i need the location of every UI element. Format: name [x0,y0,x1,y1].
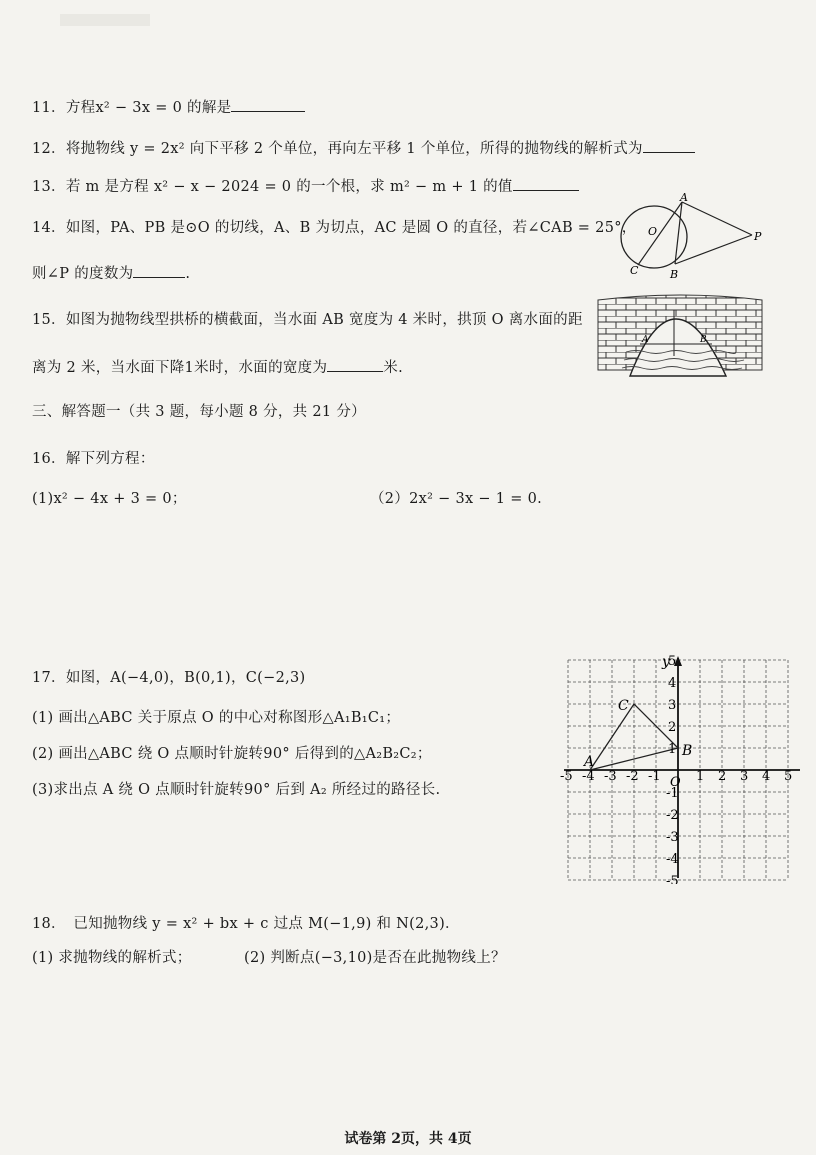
question-17-part-2: (2) 画出△ABC 绕 O 点顺时针旋转90° 后得到的△A₂B₂C₂； [32,746,432,762]
question-12 [32,137,695,158]
arch-bridge-figure [596,292,766,384]
question-18-part-1: (1) 求抛物线的解析式； [32,950,192,966]
y-tick-label: -1 [666,786,679,801]
circle-tangent-figure [612,192,772,282]
y-tick-label: 2 [668,720,677,735]
y-tick-label: 5 [668,654,677,669]
label-b: B [670,268,679,281]
answer-blank [643,138,695,153]
question-14-text-b: 则∠P 的度数为 [32,266,134,282]
question-17-title: 17．如图，A(−4,0)，B(0,1)，C(−2,3) [32,670,306,686]
coordinate-grid-figure [560,652,806,884]
answer-blank [327,357,383,372]
question-11 [32,96,305,117]
question-14-end: . [185,266,191,282]
question-11-text: 11．方程x² − 3x = 0 的解是 [32,100,232,116]
answer-blank [133,263,185,278]
question-15-line-1 [32,308,583,329]
label-p: P [754,230,762,243]
label-a: A [642,335,649,345]
question-15-text-b: 离为 2 米，当水面下降1米时，水面的宽度为 [32,360,328,376]
tangent-pa [682,202,752,235]
y-tick-label: 3 [668,698,677,713]
y-tick-label: 1 [668,742,677,757]
point-label-a: A [584,754,595,770]
question-14-line-2 [32,262,190,283]
label-a: A [680,192,688,204]
question-14-text: 14．如图，PA、PB 是⊙O 的切线，A、B 为切点，AC 是圆 O 的直径，若∠CAB = 25°， [32,220,637,236]
question-17-part-3: (3)求出点 A 绕 O 点顺时针旋转90° 后到 A₂ 所经过的路径长. [32,782,441,798]
x-tick-label: 4 [762,769,771,784]
x-tick-label: 5 [784,769,793,784]
question-15-text: 15．如图为抛物线型拱桥的横截面，当水面 AB 宽度为 4 米时，拱顶 O 离水面的距 [32,312,583,328]
x-tick-label: -5 [560,769,573,784]
y-tick-label: -5 [666,874,679,884]
point-label-c: C [618,698,629,714]
y-tick-label: -2 [666,808,679,823]
question-16-part-2: （2）2x² − 3x − 1 = 0. [370,491,543,507]
scan-artifact [60,14,150,26]
question-17-part-1: (1) 画出△ABC 关于原点 O 的中心对称图形△A₁B₁C₁； [32,710,401,726]
label-b: B [700,335,707,345]
x-tick-label: -2 [626,769,639,784]
x-tick-label: -3 [604,769,617,784]
y-tick-labels [666,654,679,884]
y-tick-label: -4 [666,852,679,867]
question-13-text: 13．若 m 是方程 x² − x − 2024 = 0 的一个根，求 m² − m + 1 的值 [32,179,513,195]
question-15-end: 米. [383,360,403,376]
y-tick-label: -3 [666,830,679,845]
x-tick-label: 2 [718,769,727,784]
page-footer: 试卷第 2页，共 4页 [344,1131,472,1147]
question-16-title: 16．解下列方程： [32,451,155,467]
origin-label: O [670,775,681,790]
label-c: C [630,264,639,277]
question-15-line-2 [32,356,403,377]
answer-blank [231,97,305,112]
question-18-part-2: (2) 判断点(−3,10)是否在此抛物线上？ [244,950,506,966]
question-14-line-1 [32,216,637,237]
question-13 [32,175,579,196]
x-tick-label: -1 [648,769,661,784]
x-tick-label: 3 [740,769,749,784]
x-tick-label: -4 [582,769,595,784]
answer-blank [513,176,579,191]
x-tick-label: 1 [696,769,705,784]
y-tick-label: 4 [668,676,677,691]
section-title: 三、解答题一（共 3 题，每小题 8 分，共 21 分） [32,404,366,420]
question-12-text: 12．将抛物线 y = 2x² 向下平移 2 个单位，再向左平移 1 个单位，所得的抛物线的解析式为 [32,141,643,157]
question-18-title: 18． 已知抛物线 y = x² + bx + c 过点 M(−1,9) 和 N(2,3)． [32,916,460,932]
label-o: O [648,225,658,238]
point-label-b: B [682,743,693,759]
question-16-part-1: (1)x² − 4x + 3 = 0； [32,491,187,507]
y-axis-label: y [662,654,670,670]
